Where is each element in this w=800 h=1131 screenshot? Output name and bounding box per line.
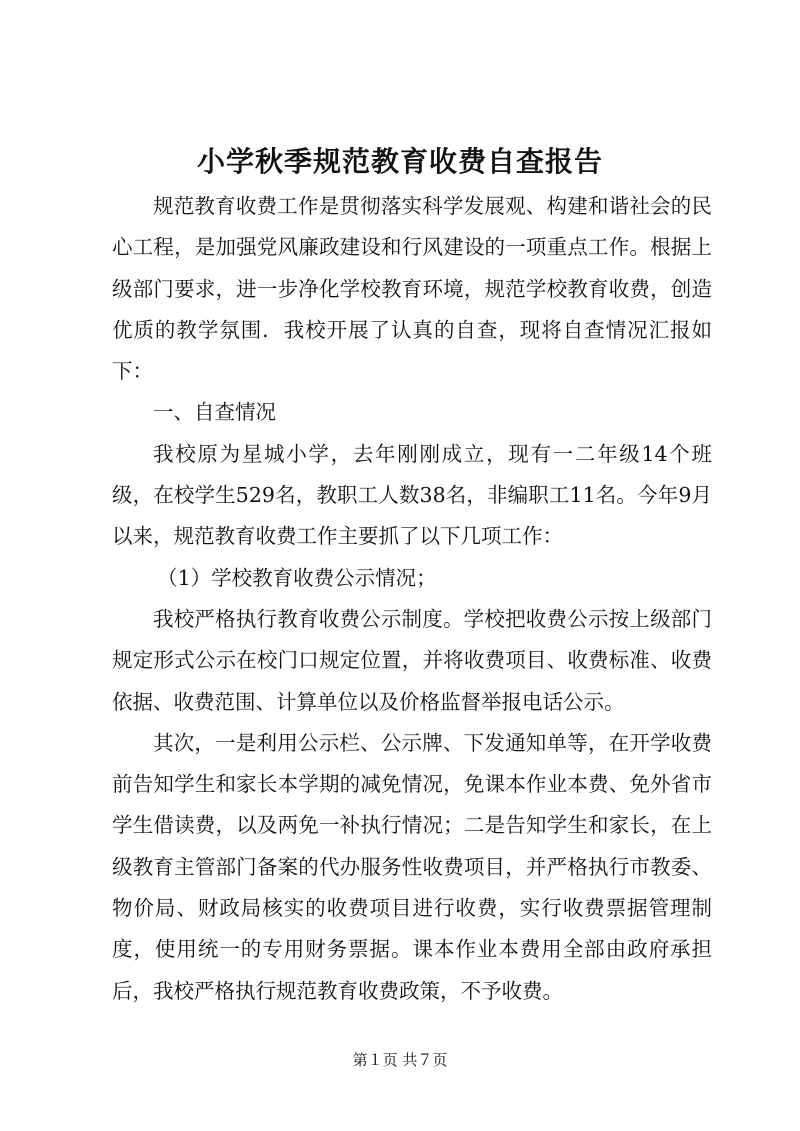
document-body — [112, 186, 712, 1012]
subsection-heading-fee-disclosure: （1）学校教育收费公示情况； — [157, 565, 437, 590]
document-title: 小学秋季规范教育收费自查报告 — [196, 145, 603, 178]
intro-paragraph: 规范教育收费工作是贯彻落实科学发展观、构建和谐社会的民心工程，是加强党风廉政建设和行风建设的一项重点工作。根据上级部门要求，进一步净化学校教育环境，规范学校教育收费，创造优质的教学氛围．我校开展了认真的自查，现将自查情况汇报如下： — [112, 194, 712, 384]
section-heading-self-check: 一、自查情况 — [153, 400, 276, 425]
fee-disclosure-paragraph: 我校严格执行教育收费公示制度。学校把收费公示按上级部门规定形式公示在校门口规定位置，并将收费项目、收费标准、收费依据、收费范围、计算单位以及价格监督举报电话公示。 — [112, 606, 712, 714]
page-number-footer: 第１页 共７页 — [352, 1051, 448, 1069]
fee-policy-paragraph: 其次，一是利用公示栏、公示牌、下发通知单等，在开学收费前告知学生和家长本学期的减免情况，免课本作业本费、免外省市学生借读费，以及两免一补执行情况；二是告知学生和家长，在上级教育主管部门备案的代办服务性收费项目，并严格执行市教委、物价局、财政局核实的收费项目进行收费，实行收费票据管理制度，使用统一的专用财务票据。课本作业本费用全部由政府承担后，我校严格执行规范教育收费政策，不予收费。 — [112, 730, 712, 1003]
school-overview-paragraph: 我校原为星城小学，去年刚刚成立，现有一二年级14个班级，在校学生529名，教职工人数38名，非编职工11名。今年9月以来，规范教育收费工作主要抓了以下几项工作： — [112, 441, 712, 549]
